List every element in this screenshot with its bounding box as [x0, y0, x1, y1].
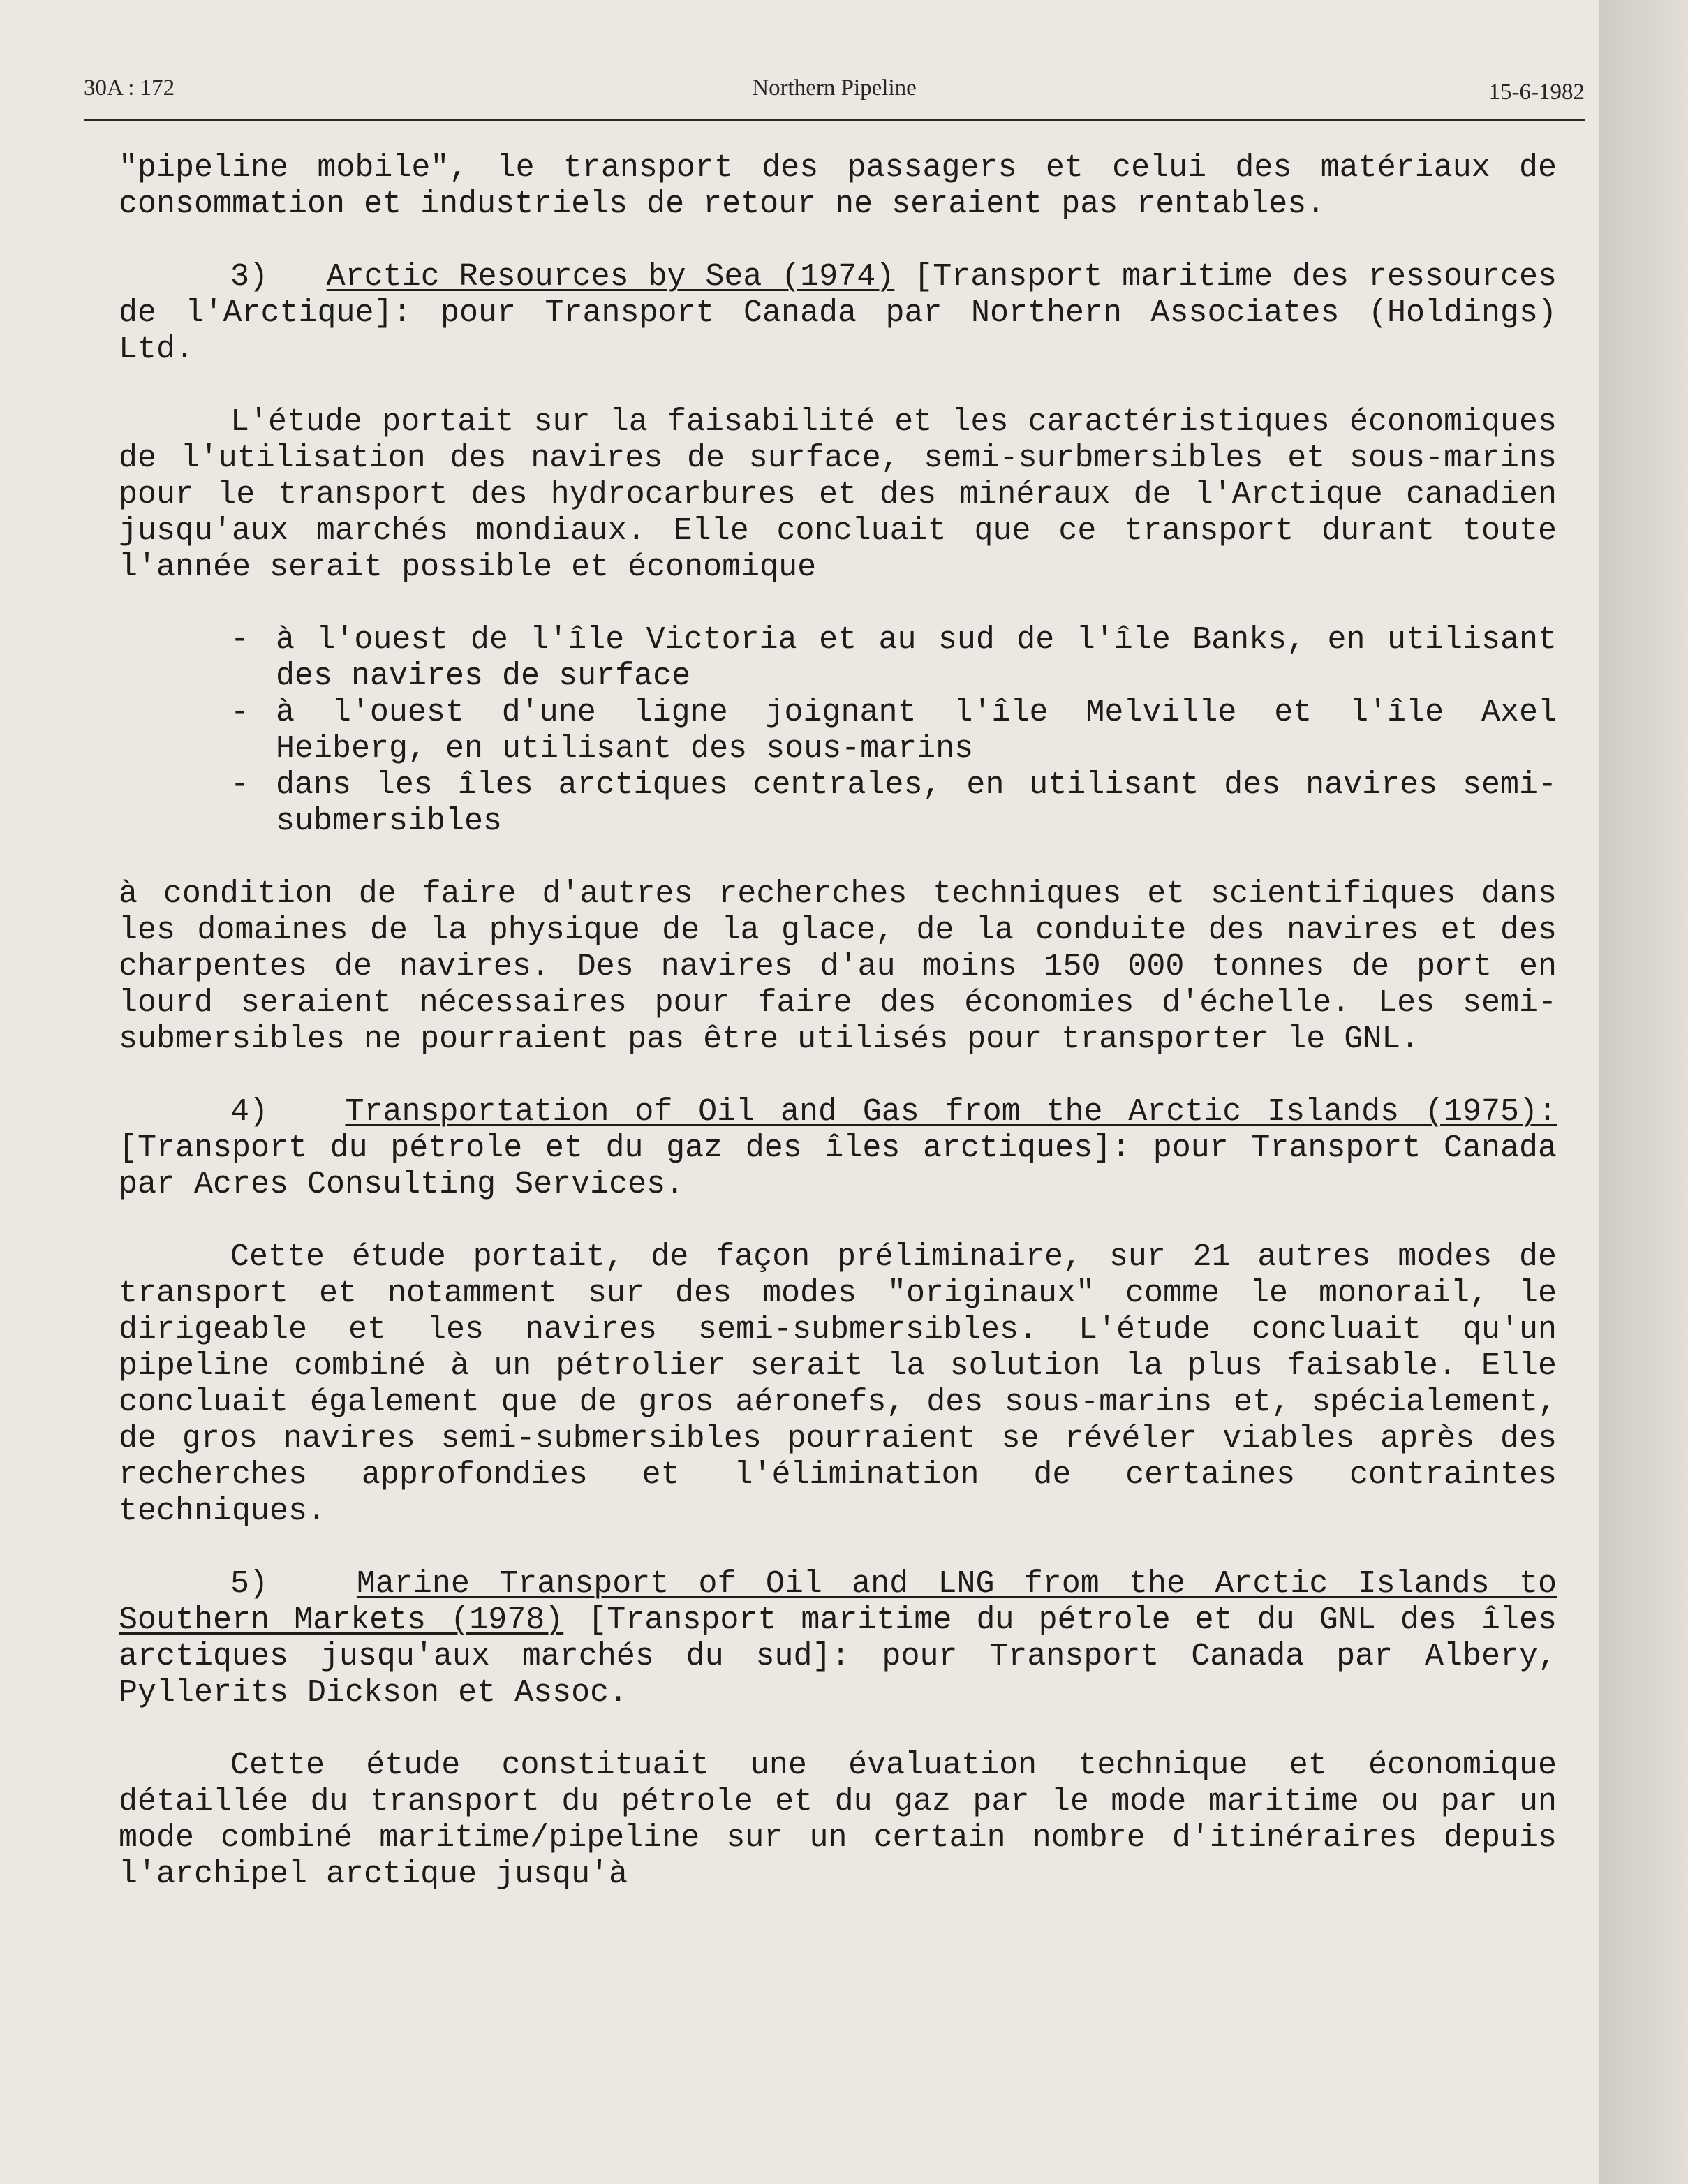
running-title: Northern Pipeline [752, 75, 917, 101]
section-3-heading [119, 259, 1557, 368]
section-5-description: [Transport maritime du pétrole et du GNL des îles arctiques jusqu'aux marchés du sud]: pour Transport Canada par Albery, Pyllerits Dickson et Assoc. [119, 1602, 1557, 1711]
section-4-description: [Transport du pétrole et du gaz des îles arctiques]: pour Transport Canada par Acres Consulting Services. [119, 1130, 1557, 1202]
list-item [119, 622, 1557, 695]
list-dash: - [230, 767, 250, 803]
section-3-title: Arctic Resources by Sea (1974) [326, 259, 895, 295]
page-header [84, 75, 1585, 115]
section-4-title: Transportation of Oil and Gas from the Arctic Islands (1975): [345, 1094, 1557, 1130]
section-3-paragraph: L'étude portait sur la faisabilité et les caractéristiques économiques de l'utilisation des navires de surface, semi-surbmersibles et sous-marins pour le transport des hydrocarbures et des minéraux de l'Arctique canadien jusqu'aux marchés mondiaux. Elle concluait que ce transport durant toute l'année serait possible et économique [119, 404, 1557, 585]
list-item-text: à l'ouest d'une ligne joignant l'île Melville et l'île Axel Heiberg, en utilisant des sous-marins [276, 695, 1557, 767]
page-number: 30A : 172 [84, 75, 175, 101]
header-rule [84, 119, 1585, 121]
list-item-text: dans les îles arctiques centrales, en utilisant des navires semi-submersibles [276, 767, 1557, 839]
page-date: 15-6-1982 [1488, 80, 1585, 105]
page-edge-shadow [1599, 0, 1688, 2184]
section-3-description: [Transport maritime des ressources de l'Arctique]: pour Transport Canada par Northern Associates (Holdings) Ltd. [119, 259, 1557, 367]
paragraph-continuation: "pipeline mobile", le transport des passagers et celui des matériaux de consommation et industriels de retour ne seraient pas rentables. [119, 150, 1557, 222]
list-item [119, 767, 1557, 840]
section-4-number: 4) [230, 1094, 269, 1130]
page-body [119, 150, 1557, 1929]
section-5-number: 5) [230, 1566, 269, 1602]
list-item-text: à l'ouest de l'île Victoria et au sud de l'île Banks, en utilisant des navires de surface [276, 622, 1557, 694]
section-5-paragraph: Cette étude constituait une évaluation technique et économique détaillée du transport du pétrole et du gaz par le mode maritime ou par un mode combiné maritime/pipeline sur un certain nombre d'itinéraires depuis l'archipel arctique jusqu'à [119, 1748, 1557, 1892]
list-item [119, 695, 1557, 767]
section-5-title: Marine Transport of Oil and LNG from the Arctic Islands to Southern Markets (1978) [119, 1566, 1557, 1638]
section-3-number: 3) [230, 259, 269, 295]
section-5-heading [119, 1566, 1557, 1711]
list-dash: - [230, 695, 250, 730]
section-4-paragraph: Cette étude portait, de façon préliminaire, sur 21 autres modes de transport et notamment sur des modes "originaux" comme le monorail, le dirigeable et les navires semi-submersibles. L'étude concluait qu'un pipeline combiné à un pétrolier serait la solution la plus faisable. Elle concluait également que de gros aéronefs, des sous-marins et, spécialement, de gros navires semi-submersibles pourraient se révéler viables après des recherches approfondies et l'élimination de certaines contraintes techniques. [119, 1239, 1557, 1529]
route-list [119, 622, 1557, 840]
list-dash: - [230, 622, 250, 658]
section-3-conclusion: à condition de faire d'autres recherches techniques et scientifiques dans les domaines de la physique de la glace, de la conduite des navires et des charpentes de navires. Des navires d'au moins 150 000 tonnes de port en lourd seraient nécessaires pour faire des économies d'échelle. Les semi-submersibles ne pourraient pas être utilisés pour transporter le GNL. [119, 876, 1557, 1057]
section-4-heading [119, 1094, 1557, 1203]
